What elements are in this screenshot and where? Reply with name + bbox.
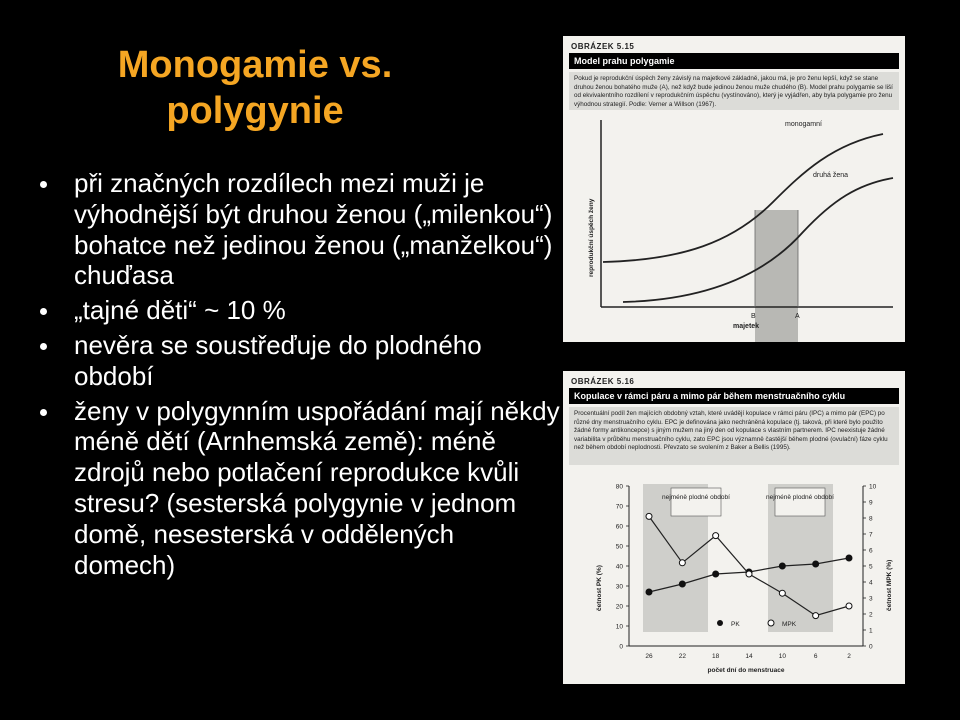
data-point-mpk bbox=[779, 590, 785, 596]
right-tick-label: 10 bbox=[869, 483, 877, 491]
legend-pk-label: PK bbox=[731, 621, 740, 628]
x-tick-label: 22 bbox=[678, 653, 686, 660]
figure2-caption: Procentuální podíl žen majících obdobný vztah, které uvádějí kopulace v rámci páru (IPC) a mimo pár (EPC) po různé dny menstruačního cyklu. EPC je definována jako nechráněná kopulace (tj. taková, při které bylo použito žádné formy antikoncepce) s jiným mužem na jiný den od kopulace s vlastním partnerem. IPC neexistuje žádné variabilita v průběhu menstruačního cyklu, zato EPC jsou významně častější během plodné (ovulační) fáze cyklu než během období neplodnosti. Převzato se svolením z Baker a Bellis (1995). bbox=[569, 407, 899, 465]
mark-b: B bbox=[751, 313, 756, 320]
box-left bbox=[671, 488, 721, 516]
data-point-mpk bbox=[679, 560, 685, 566]
figure2-chart bbox=[563, 371, 905, 684]
bullet-item bbox=[40, 168, 560, 291]
data-point-mpk bbox=[746, 571, 752, 577]
legend-mpk-label: MPK bbox=[782, 621, 797, 628]
figure2-heading: Kopulace v rámci páru a mimo pár během menstruačního cyklu bbox=[569, 388, 899, 404]
bullet-list bbox=[40, 168, 560, 584]
x-tick-label: 6 bbox=[813, 653, 818, 660]
data-point-pk bbox=[713, 571, 719, 577]
shaded-difference-area bbox=[755, 210, 798, 342]
figure1-caption: Pokud je reprodukční úspěch ženy závislý na majetkové základně, jakou má, je pro ženu lepší, když se stane druhou ženou bohatého muže (A), než když bude jedinou ženou muže chudého (B). Model prahu polygamie se liší od ekvivalentního rozdílení v reprodukčním úspěchu (vystínováno), který je vyjádřen, aby byla polygamie pro ženu výhodnou strategií. Podle: Verner a Willson (1967). bbox=[569, 72, 899, 110]
bullet-text: „tajné děti“ ~ 10 % bbox=[74, 295, 286, 326]
left-tick-label: 60 bbox=[615, 523, 623, 531]
figure1-graph bbox=[563, 112, 905, 342]
bullet-text: při značných rozdílech mezi muži je výhodnější být druhou ženou („milenkou“) bohatce než jedinou ženou („manželkou“) chuďasa bbox=[74, 168, 553, 291]
legend-pk-marker bbox=[717, 620, 723, 626]
bullet-text: ženy v polygynním uspořádání mají někdy méně dětí (Arnhemská země): méně zdrojů nebo potlačení reprodukce kvůli stresu? (sesterská polygynie v jednom domě, nesesterská v oddělených domech) bbox=[74, 395, 560, 580]
data-point-pk bbox=[846, 555, 852, 561]
figure1-heading: Model prahu polygamie bbox=[569, 53, 899, 69]
bullet-dot-icon bbox=[40, 308, 47, 315]
x-tick-label: 14 bbox=[745, 653, 753, 660]
left-tick-label: 20 bbox=[615, 603, 623, 611]
x-tick-label: 2 bbox=[847, 653, 851, 660]
left-tick-label: 10 bbox=[615, 623, 623, 631]
left-tick-label: 0 bbox=[619, 643, 623, 651]
figure2-xlabel: počet dní do menstruace bbox=[707, 667, 785, 674]
bullet-item bbox=[40, 330, 560, 392]
x-tick-label: 18 bbox=[712, 653, 720, 660]
x-tick-label: 10 bbox=[778, 653, 786, 660]
left-tick-label: 70 bbox=[615, 503, 623, 511]
figure1-xlabel: majetek bbox=[733, 323, 760, 330]
right-tick-label: 3 bbox=[869, 595, 873, 603]
slide-title bbox=[60, 42, 450, 134]
data-point-pk bbox=[679, 581, 685, 587]
figure1-label: OBRÁZEK 5.15 bbox=[571, 42, 635, 51]
bullet-dot-icon bbox=[40, 181, 47, 188]
bullet-item bbox=[40, 295, 560, 326]
data-point-mpk bbox=[846, 603, 852, 609]
right-axis-label: četnost MPK (%) bbox=[886, 559, 893, 611]
bullet-item bbox=[40, 396, 560, 581]
figure1-ylabel: reprodukční úspěch ženy bbox=[588, 198, 595, 277]
right-tick-label: 4 bbox=[869, 579, 873, 587]
left-axis-label: četnost PK (%) bbox=[596, 565, 603, 611]
curve1-label: monogamní bbox=[785, 121, 822, 128]
right-tick-label: 1 bbox=[869, 627, 873, 635]
right-tick-label: 6 bbox=[869, 547, 873, 555]
data-point-pk bbox=[646, 589, 652, 595]
x-tick-label: 26 bbox=[645, 653, 653, 660]
data-point-mpk bbox=[713, 533, 719, 539]
title-line-1: Monogamie vs. bbox=[117, 44, 393, 86]
left-tick-label: 50 bbox=[615, 543, 623, 551]
figure2-label: OBRÁZEK 5.16 bbox=[571, 377, 635, 386]
data-point-pk bbox=[779, 563, 785, 569]
mark-a: A bbox=[795, 313, 800, 320]
right-tick-label: 7 bbox=[869, 531, 873, 539]
left-tick-label: 30 bbox=[615, 583, 623, 591]
box-right-text: nejméně plodné období bbox=[766, 494, 834, 501]
curve2-label: druhá žena bbox=[813, 172, 849, 179]
figure-menstrual-copulation bbox=[563, 371, 905, 684]
data-point-mpk bbox=[646, 513, 652, 519]
right-tick-label: 0 bbox=[869, 643, 873, 651]
left-tick-label: 80 bbox=[615, 483, 623, 491]
left-tick-label: 40 bbox=[615, 563, 623, 571]
right-tick-label: 2 bbox=[869, 611, 873, 619]
right-tick-label: 8 bbox=[869, 515, 873, 523]
bullet-text: nevěra se soustřeďuje do plodného období bbox=[74, 329, 482, 391]
box-left-text: nejméně plodné období bbox=[662, 494, 730, 501]
right-tick-label: 5 bbox=[869, 563, 873, 571]
title-line-2: polygynie bbox=[166, 90, 344, 132]
right-tick-label: 9 bbox=[869, 499, 873, 507]
data-point-mpk bbox=[813, 613, 819, 619]
box-right bbox=[775, 488, 825, 516]
bullet-dot-icon bbox=[40, 409, 47, 416]
bullet-dot-icon bbox=[40, 343, 47, 350]
data-point-pk bbox=[813, 561, 819, 567]
figure-polygamy-threshold bbox=[563, 36, 905, 342]
legend-mpk-marker bbox=[768, 620, 774, 626]
